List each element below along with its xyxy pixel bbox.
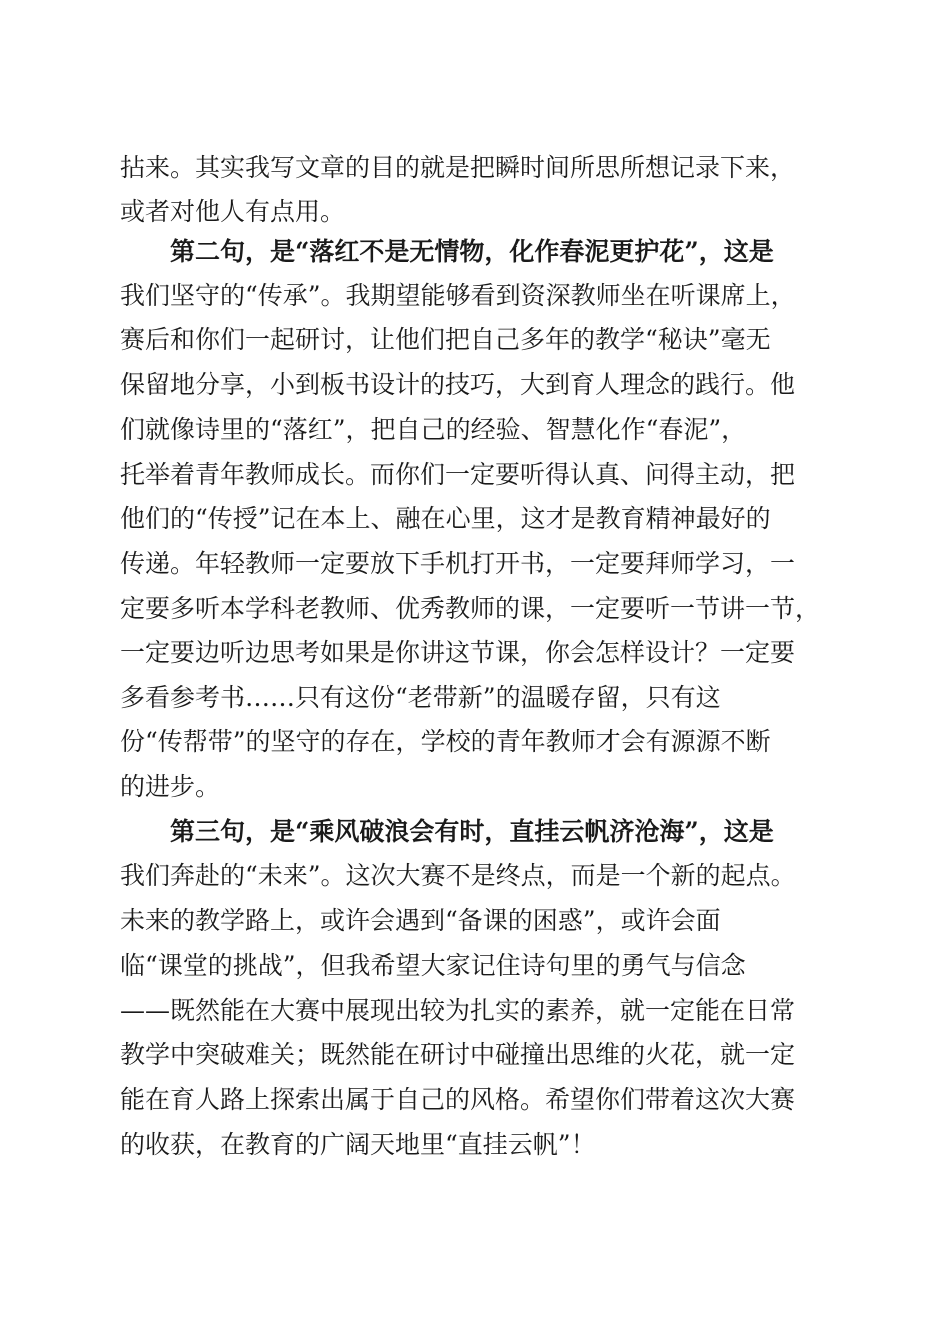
text-line: 多看参考书……只有这份“老带新”的温暖存留，只有这 bbox=[120, 683, 721, 712]
text-line: 我们坚守的“传承”。我期望能够看到资深教师坐在听课席上， bbox=[120, 281, 796, 310]
text-line: 第三句，是“乘风破浪会有时，直挂云帆济沧海”，这是 bbox=[170, 817, 774, 846]
text-line: 的进步。 bbox=[120, 772, 221, 801]
text-line: 托举着青年教师成长。而你们一定要听得认真、问得主动，把 bbox=[120, 460, 796, 489]
text-line: 我们奔赴的“未来”。这次大赛不是终点，而是一个新的起点。 bbox=[120, 861, 796, 890]
text-line: 或者对他人有点用。 bbox=[120, 197, 346, 226]
text-line: 未来的教学路上，或许会遇到“备课的困惑”，或许会面 bbox=[120, 906, 721, 935]
text-line: ——既然能在大赛中展现出较为扎实的素养，就一定能在日常 bbox=[120, 996, 796, 1025]
text-line: 赛后和你们一起研讨，让他们把自己多年的教学“秘诀”毫无 bbox=[120, 325, 771, 354]
text-line: 临“课堂的挑战”，但我希望大家记住诗句里的勇气与信念 bbox=[120, 951, 746, 980]
text-line: 拈来。其实我写文章的目的就是把瞬时间所思所想记录下来， bbox=[120, 153, 796, 182]
text-line: 教学中突破难关；既然能在研讨中碰撞出思维的火花，就一定 bbox=[120, 1040, 796, 1069]
text-line: 第二句，是“落红不是无情物，化作春泥更护花”，这是 bbox=[170, 237, 774, 266]
text-line: 的收获，在教育的广阔天地里“直挂云帆”！ bbox=[120, 1130, 596, 1159]
text-line: 份“传帮带”的坚守的存在，学校的青年教师才会有源源不断 bbox=[120, 727, 771, 756]
text-line: 他们的“传授”记在本上、融在心里，这才是教育精神最好的 bbox=[120, 504, 771, 533]
text-line: 保留地分享，小到板书设计的技巧，大到育人理念的践行。他 bbox=[120, 370, 796, 399]
text-line: 传递。年轻教师一定要放下手机打开书，一定要拜师学习，一 bbox=[120, 549, 796, 578]
text-line: 定要多听本学科老教师、优秀教师的课，一定要听一节讲一节， bbox=[120, 594, 821, 623]
text-line: 一定要边听边思考如果是你讲这节课，你会怎样设计？一定要 bbox=[120, 638, 796, 667]
text-line: 能在育人路上探索出属于自己的风格。希望你们带着这次大赛 bbox=[120, 1085, 796, 1114]
text-line: 们就像诗里的“落红”，把自己的经验、智慧化作“春泥”， bbox=[120, 415, 747, 444]
